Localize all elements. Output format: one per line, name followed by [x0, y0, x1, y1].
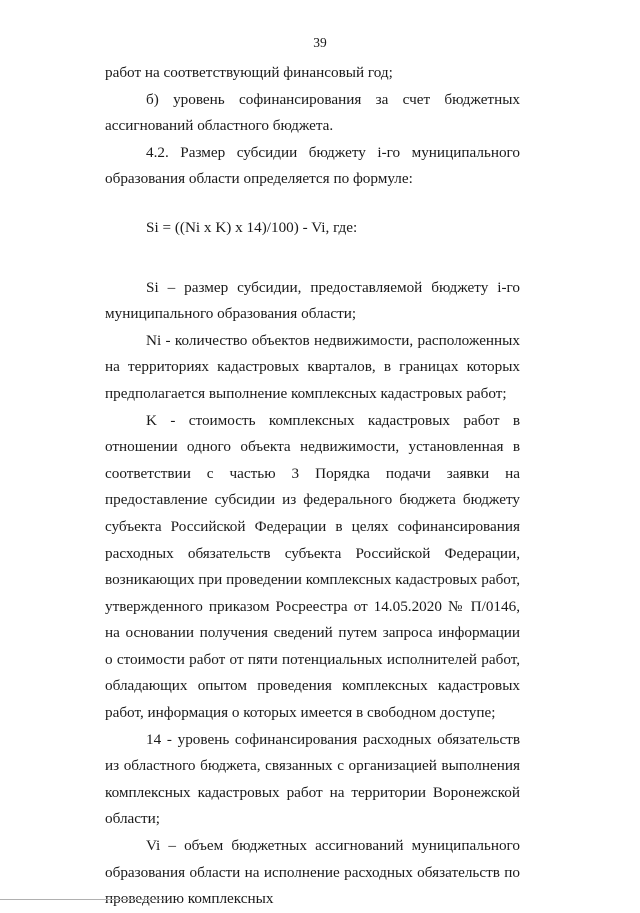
- paragraph-4-2: 4.2. Размер субсидии бюджету i-го муниципального образования области определяется по формуле:: [105, 143, 520, 188]
- document-body: [105, 60, 520, 913]
- page-number: 39: [313, 35, 327, 50]
- definition-14: 14 - уровень софинансирования расходных обязательств из областного бюджета, связанных с организацией выполнения комплексных кадастровых работ на территории Воронежской области;: [105, 730, 520, 828]
- paragraph-continuation: работ на соответствующий финансовый год;: [105, 64, 393, 81]
- definition-si: Si – размер субсидии, предоставляемой бюджету i-го муниципального образования области;: [105, 278, 520, 323]
- definition-vi: Vi – объем бюджетных ассигнований муниципального образования области на исполнение расходных обязательств по проведению комплексных: [105, 837, 520, 908]
- definition-ni: Ni - количество объектов недвижимости, расположенных на территориях кадастровых кварталов, в границах которых предполагается выполнение комплексных кадастровых работ;: [105, 331, 520, 402]
- page-bottom-edge: [0, 899, 165, 900]
- formula: Si = ((Ni x K) x 14)/100) - Vi, где:: [146, 218, 358, 236]
- paragraph-item-b: б) уровень софинансирования за счет бюджетных ассигнований областного бюджета.: [105, 90, 520, 135]
- definition-k: K - стоимость комплексных кадастровых работ в отношении одного объекта недвижимости, установленная в соответствии с частью 3 Порядка подачи заявки на предоставление субсидии из федерального бюджета бюджету субъекта Российской Федерации в целях софинансирования расходных обязательств субъекта Российской Федерации, возникающих при проведении комплексных кадастровых работ, утвержденного приказом Росреестра от 14.05.2020 № П/0146, на основании получения сведений путем запроса информации о стоимости работ от пяти потенциальных исполнителей работ, обладающих опытом проведения комплексных кадастровых работ, информация о которых имеется в свободном доступе;: [105, 411, 520, 722]
